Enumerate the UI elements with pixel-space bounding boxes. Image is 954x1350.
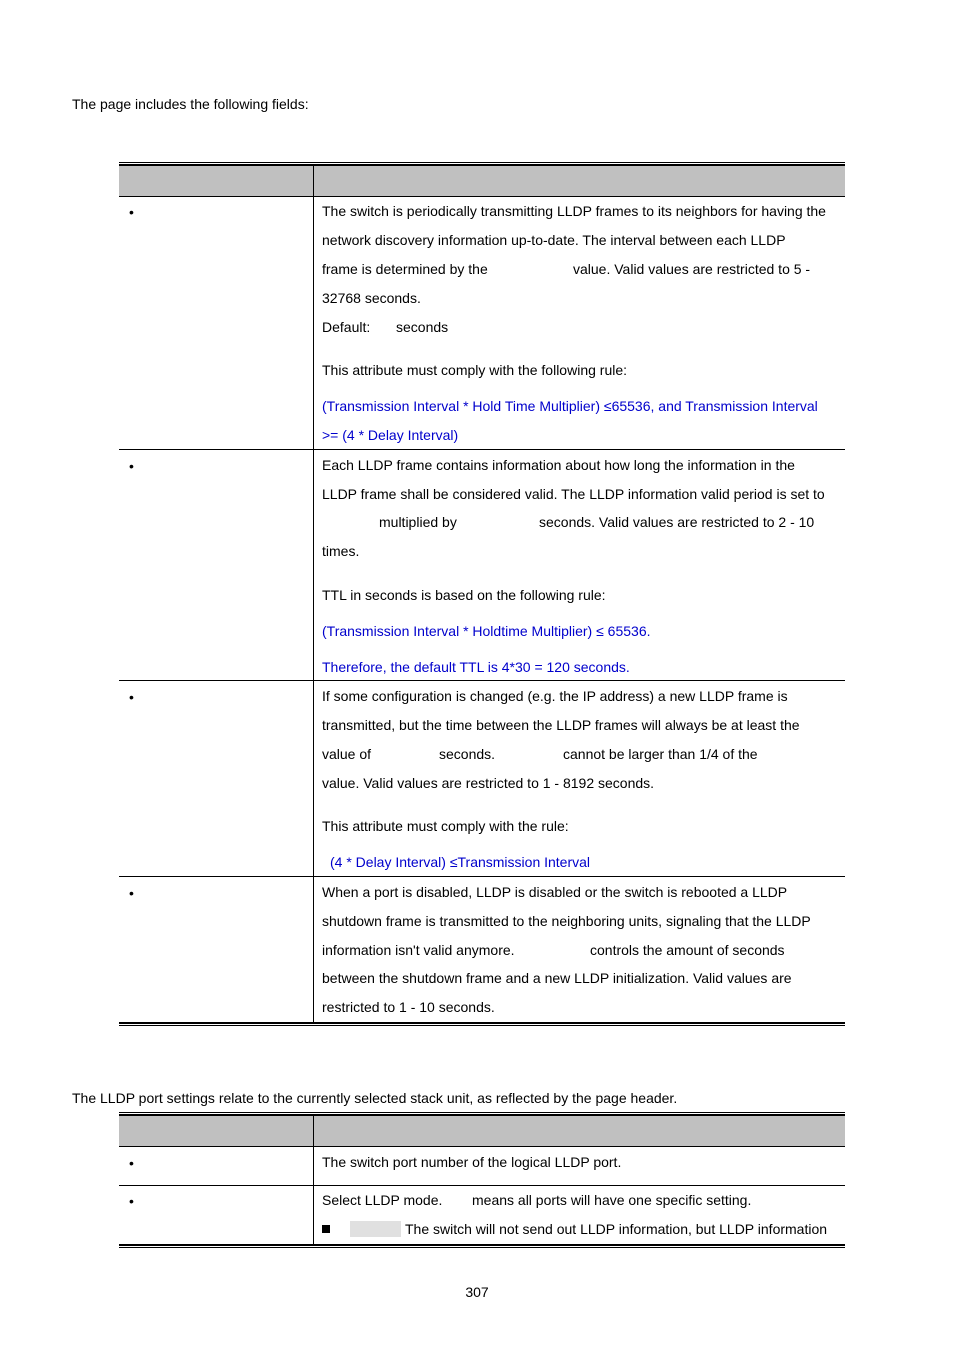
table-row (119, 450, 845, 681)
table-bottom-rule (119, 1244, 845, 1248)
table-header (119, 166, 845, 197)
port-settings-intro: The LLDP port settings relate to the currently selected stack unit, as reflected by the page header. (72, 1090, 678, 1106)
desc-line: times. (322, 543, 360, 559)
desc-line: TTL in seconds is based on the following rule: (322, 587, 606, 603)
desc-line: Each LLDP frame contains information about how long the information in the (322, 457, 795, 473)
row-bullet: • (129, 204, 134, 220)
desc-line: frame is determined by the (322, 261, 488, 277)
table-bottom-rule (119, 1022, 845, 1026)
desc-line: LLDP frame shall be considered valid. The LLDP information valid period is set to (322, 486, 825, 502)
page-number: 307 (465, 1284, 489, 1300)
desc-line: controls the amount of seconds (590, 942, 785, 958)
desc-line: network discovery information up-to-date. The interval between each LLDP (322, 232, 786, 248)
mode-value-chip (350, 1221, 401, 1237)
rule-text: (Transmission Interval * Holdtime Multiplier) ≤ 65536. (322, 623, 651, 639)
lldp-port-table (119, 1112, 845, 1248)
table-row (119, 1186, 845, 1244)
desc-line: This attribute must comply with the following rule: (322, 362, 628, 378)
rule-text: Therefore, the default TTL is 4*30 = 120 seconds. (322, 659, 630, 675)
desc-line: The switch will not send out LLDP information, but LLDP information (405, 1221, 828, 1237)
default-label: Default: (322, 319, 371, 335)
desc-line: cannot be larger than 1/4 of the (563, 746, 758, 762)
row-bullet: • (129, 1193, 134, 1209)
square-bullet-icon (322, 1220, 330, 1238)
desc-line: restricted to 1 - 10 seconds. (322, 999, 495, 1015)
row-bullet: • (129, 689, 134, 705)
row-bullet: • (129, 458, 134, 474)
desc-line: seconds. Valid values are restricted to 2 - 10 (539, 514, 815, 530)
desc-line: shutdown frame is transmitted to the neighboring units, signaling that the LLDP (322, 913, 811, 929)
table-header (119, 1116, 845, 1147)
row-bullet: • (129, 1155, 134, 1171)
default-unit: seconds (396, 319, 449, 335)
desc-line: The switch is periodically transmitting LLDP frames to its neighbors for having the (322, 203, 826, 219)
rule-text: (Transmission Interval * Hold Time Multiplier) ≤65536, and Transmission Interval (322, 398, 818, 414)
rule-text: (4 * Delay Interval) ≤Transmission Interval (330, 854, 591, 870)
desc-line: transmitted, but the time between the LLDP frames will always be at least the (322, 717, 800, 733)
desc-line: information isn't valid anymore. (322, 942, 515, 958)
table-row (119, 1147, 845, 1186)
row-bullet: • (129, 885, 134, 901)
table-row (119, 877, 845, 1022)
desc-line: When a port is disabled, LLDP is disabled or the switch is rebooted a LLDP (322, 884, 788, 900)
desc-line: seconds. (439, 746, 496, 762)
intro-text: The page includes the following fields: (72, 96, 309, 112)
desc-line: value. Valid values are restricted to 1 - 8192 seconds. (322, 775, 655, 791)
desc-line: 32768 seconds. (322, 290, 421, 306)
table-row (119, 197, 845, 450)
desc-line: Select LLDP mode. (322, 1192, 443, 1208)
table-row (119, 681, 845, 877)
desc-line: multiplied by (379, 514, 457, 530)
desc-line: between the shutdown frame and a new LLDP initialization. Valid values are (322, 970, 792, 986)
desc-line: value of (322, 746, 372, 762)
lldp-parameters-table (119, 162, 845, 1026)
desc-line: means all ports will have one specific setting. (472, 1192, 752, 1208)
rule-text: >= (4 * Delay Interval) (322, 427, 459, 443)
desc-line: value. Valid values are restricted to 5 - (573, 261, 811, 277)
desc-line: If some configuration is changed (e.g. the IP address) a new LLDP frame is (322, 688, 788, 704)
desc-line: The switch port number of the logical LLDP port. (322, 1154, 622, 1170)
desc-line: This attribute must comply with the rule: (322, 818, 569, 834)
